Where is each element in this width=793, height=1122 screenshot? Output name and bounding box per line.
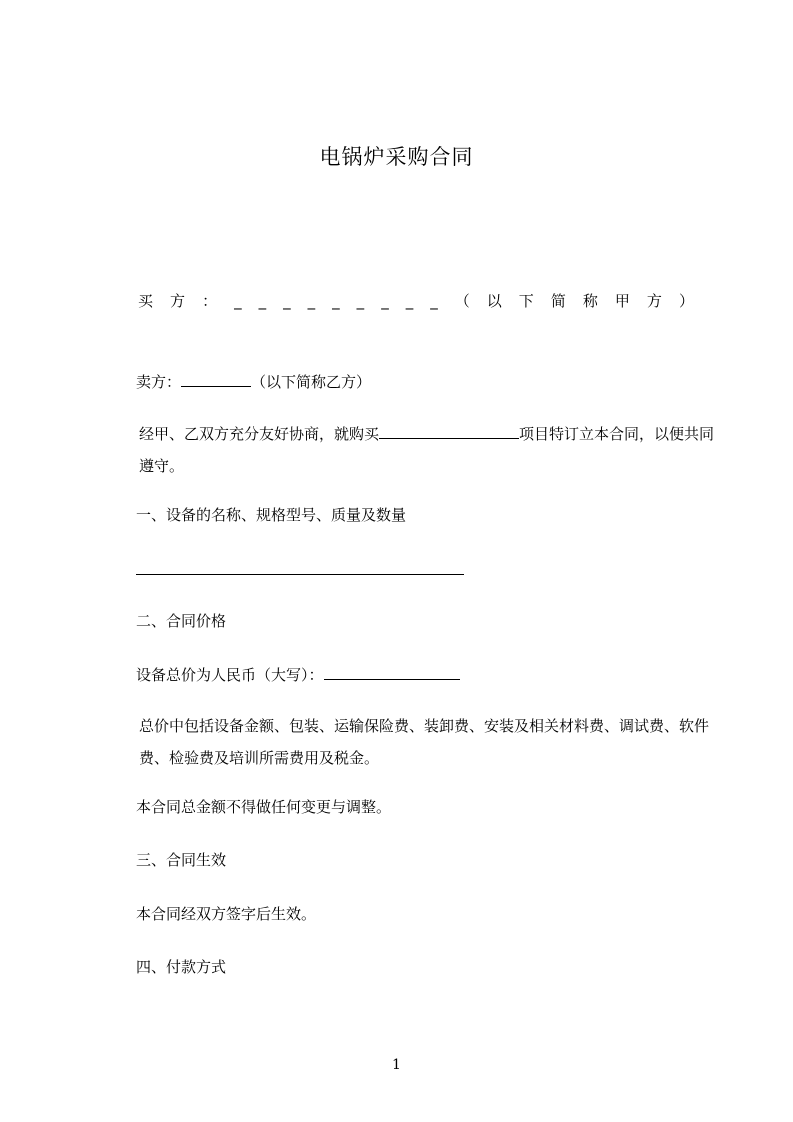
seller-suffix: （以下简称乙方） [251,373,372,391]
buyer-char: （ [454,292,470,310]
buyer-char: _ [356,292,365,310]
buyer-char: 方 [646,292,662,310]
seller-label: 卖方： [136,373,182,391]
intro-paragraph [136,418,725,482]
price-blank [324,665,460,680]
buyer-char: 以 [486,292,502,310]
buyer-char: ： [202,292,218,310]
section2-heading: 二、合同价格 [136,612,227,630]
intro-part2: 项目特订立本合同，以便共同遵守。 [139,425,715,475]
buyer-char: _ [258,292,267,310]
buyer-char: 方 [170,292,186,310]
buyer-char: 买 [138,292,154,310]
buyer-char: 简 [550,292,566,310]
effective-text: 本合同经双方签字后生效。 [136,905,317,923]
buyer-char: _ [405,292,414,310]
buyer-char: _ [234,292,242,310]
buyer-char: ） [678,292,694,310]
section3-heading: 三、合同生效 [136,851,227,869]
seller-blank [181,372,251,387]
project-blank [379,424,519,439]
seller-line [136,372,371,392]
section4-heading: 四、付款方式 [136,958,227,976]
equipment-blank-line [136,574,464,575]
buyer-char: 甲 [614,292,630,310]
price-line [136,665,460,685]
buyer-line [138,291,694,311]
buyer-char: 称 [582,292,598,310]
intro-part1: 经甲、乙双方充分友好协商，就购买 [139,425,380,443]
buyer-char: _ [430,292,438,310]
buyer-char: _ [332,292,340,310]
buyer-char: _ [381,292,389,310]
page-number: 1 [392,1057,401,1073]
buyer-char: 下 [518,292,534,310]
price-label: 设备总价为人民币（大写）： [136,666,324,684]
price-fixed-text: 本合同总金额不得做任何变更与调整。 [136,798,392,816]
price-includes-paragraph: 总价中包括设备金额、包装、运输保险费、装卸费、安装及相关材料费、调试费、软件费、检验费及培训所需费用及税金。 [139,717,710,767]
buyer-char: _ [307,292,316,310]
document-title: 电锅炉采购合同 [319,145,474,169]
buyer-char: _ [283,292,291,310]
section1-heading: 一、设备的名称、规格型号、质量及数量 [136,506,407,524]
